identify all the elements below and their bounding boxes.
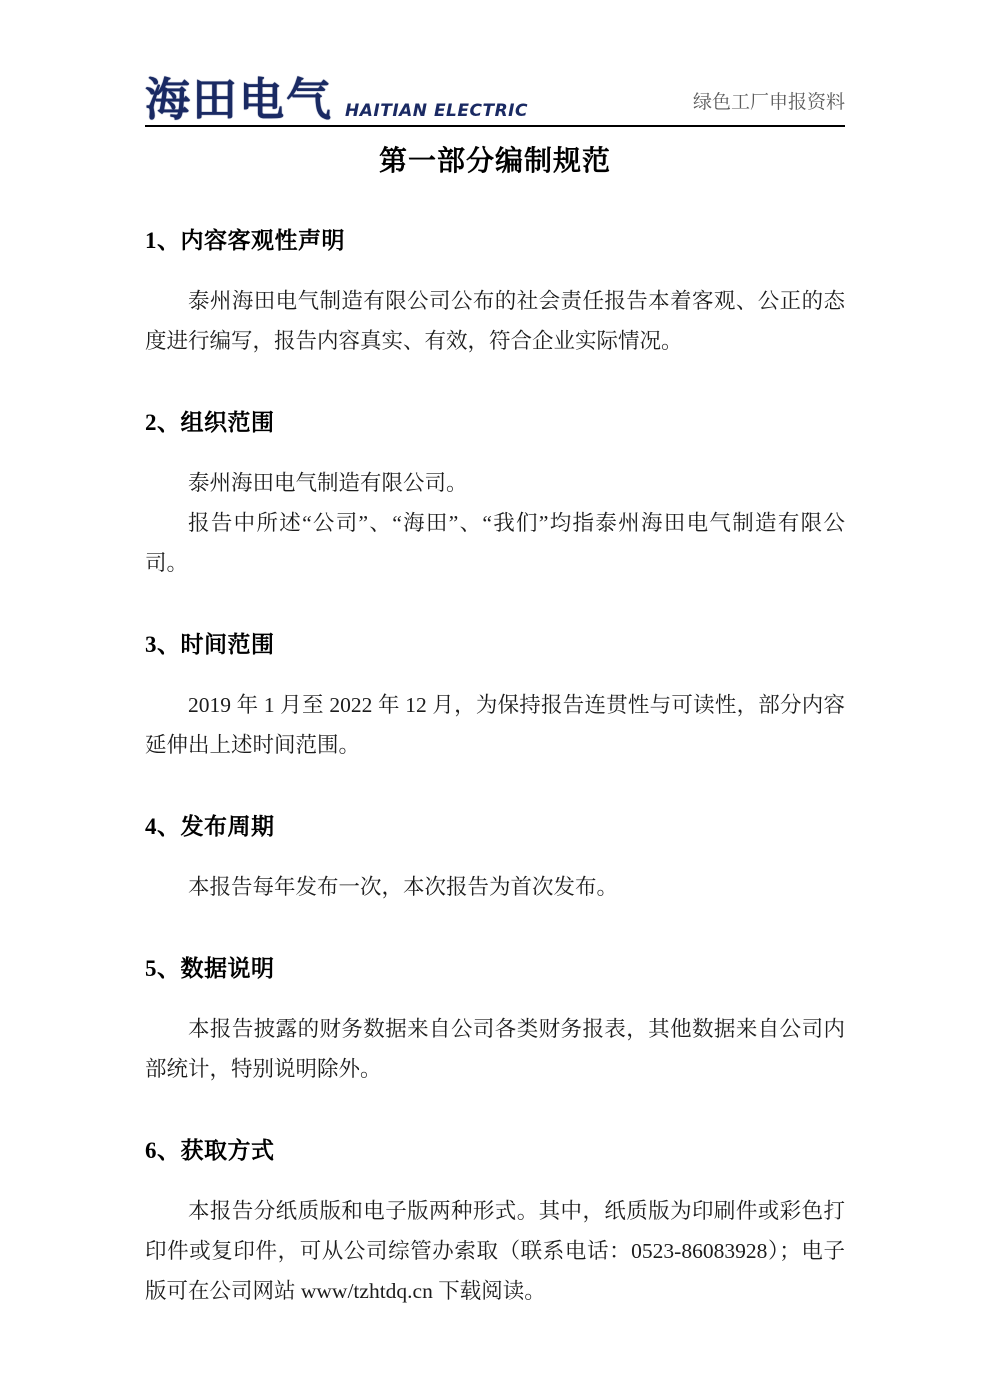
section-number: 4、 (145, 814, 181, 839)
section-number: 1、 (145, 228, 181, 253)
logo-chinese-text: 海田电气 (145, 73, 334, 126)
section-number: 5、 (145, 956, 181, 981)
section-heading (145, 808, 845, 841)
section-paragraph: 泰州海田电气制造有限公司公布的社会责任报告本着客观、公正的态度进行编写，报告内容真实、有效，符合企业实际情况。 (145, 289, 845, 353)
section-title: 获取方式 (180, 1137, 275, 1163)
section-paragraph: 本报告披露的财务数据来自公司各类财务报表，其他数据来自公司内部统计，特别说明除外。 (145, 1017, 845, 1081)
section-paragraph: 2019 年 1 月至 2022 年 12 月，为保持报告连贯性与可读性，部分内容延伸出上述时间范围。 (145, 693, 845, 757)
section-heading (145, 222, 845, 255)
section-data-notes (145, 950, 845, 1089)
section-title: 内容客观性声明 (180, 227, 345, 253)
section-paragraph: 本报告分纸质版和电子版两种形式。其中，纸质版为印刷件或彩色打印件或复印件，可从公司综管办索取（联系电话：0523-86083928）；电子版可在公司网站 www/tzhtdq.cn 下载阅读。 (145, 1199, 845, 1303)
section-title: 时间范围 (180, 631, 275, 657)
section-heading (145, 404, 845, 437)
logo-english-text: HAITIAN ELECTRIC (345, 101, 528, 121)
section-number: 6、 (145, 1138, 181, 1163)
section-heading (145, 950, 845, 983)
section-title: 发布周期 (180, 813, 275, 839)
section-content-objectivity (145, 222, 845, 361)
section-organization-scope (145, 404, 845, 583)
page-header (145, 66, 845, 126)
section-number: 2、 (145, 410, 181, 435)
section-time-scope (145, 626, 845, 765)
section-heading (145, 626, 845, 659)
section-release-cycle (145, 808, 845, 907)
section-title: 组织范围 (180, 409, 275, 435)
section-number: 3、 (145, 632, 181, 657)
section-paragraph: 泰州海田电气制造有限公司。 (188, 471, 468, 495)
header-right-label: 绿色工厂申报资料 (692, 92, 845, 113)
section-heading (145, 1132, 845, 1165)
section-paragraph: 本报告每年发布一次，本次报告为首次发布。 (188, 875, 619, 899)
company-logo (145, 73, 528, 126)
section-paragraph: 报告中所述“公司”、“海田”、“我们”均指泰州海田电气制造有限公司。 (145, 511, 845, 575)
section-access-method (145, 1132, 845, 1311)
section-title: 数据说明 (180, 955, 275, 981)
document-title: 第一部分编制规范 (378, 145, 611, 176)
